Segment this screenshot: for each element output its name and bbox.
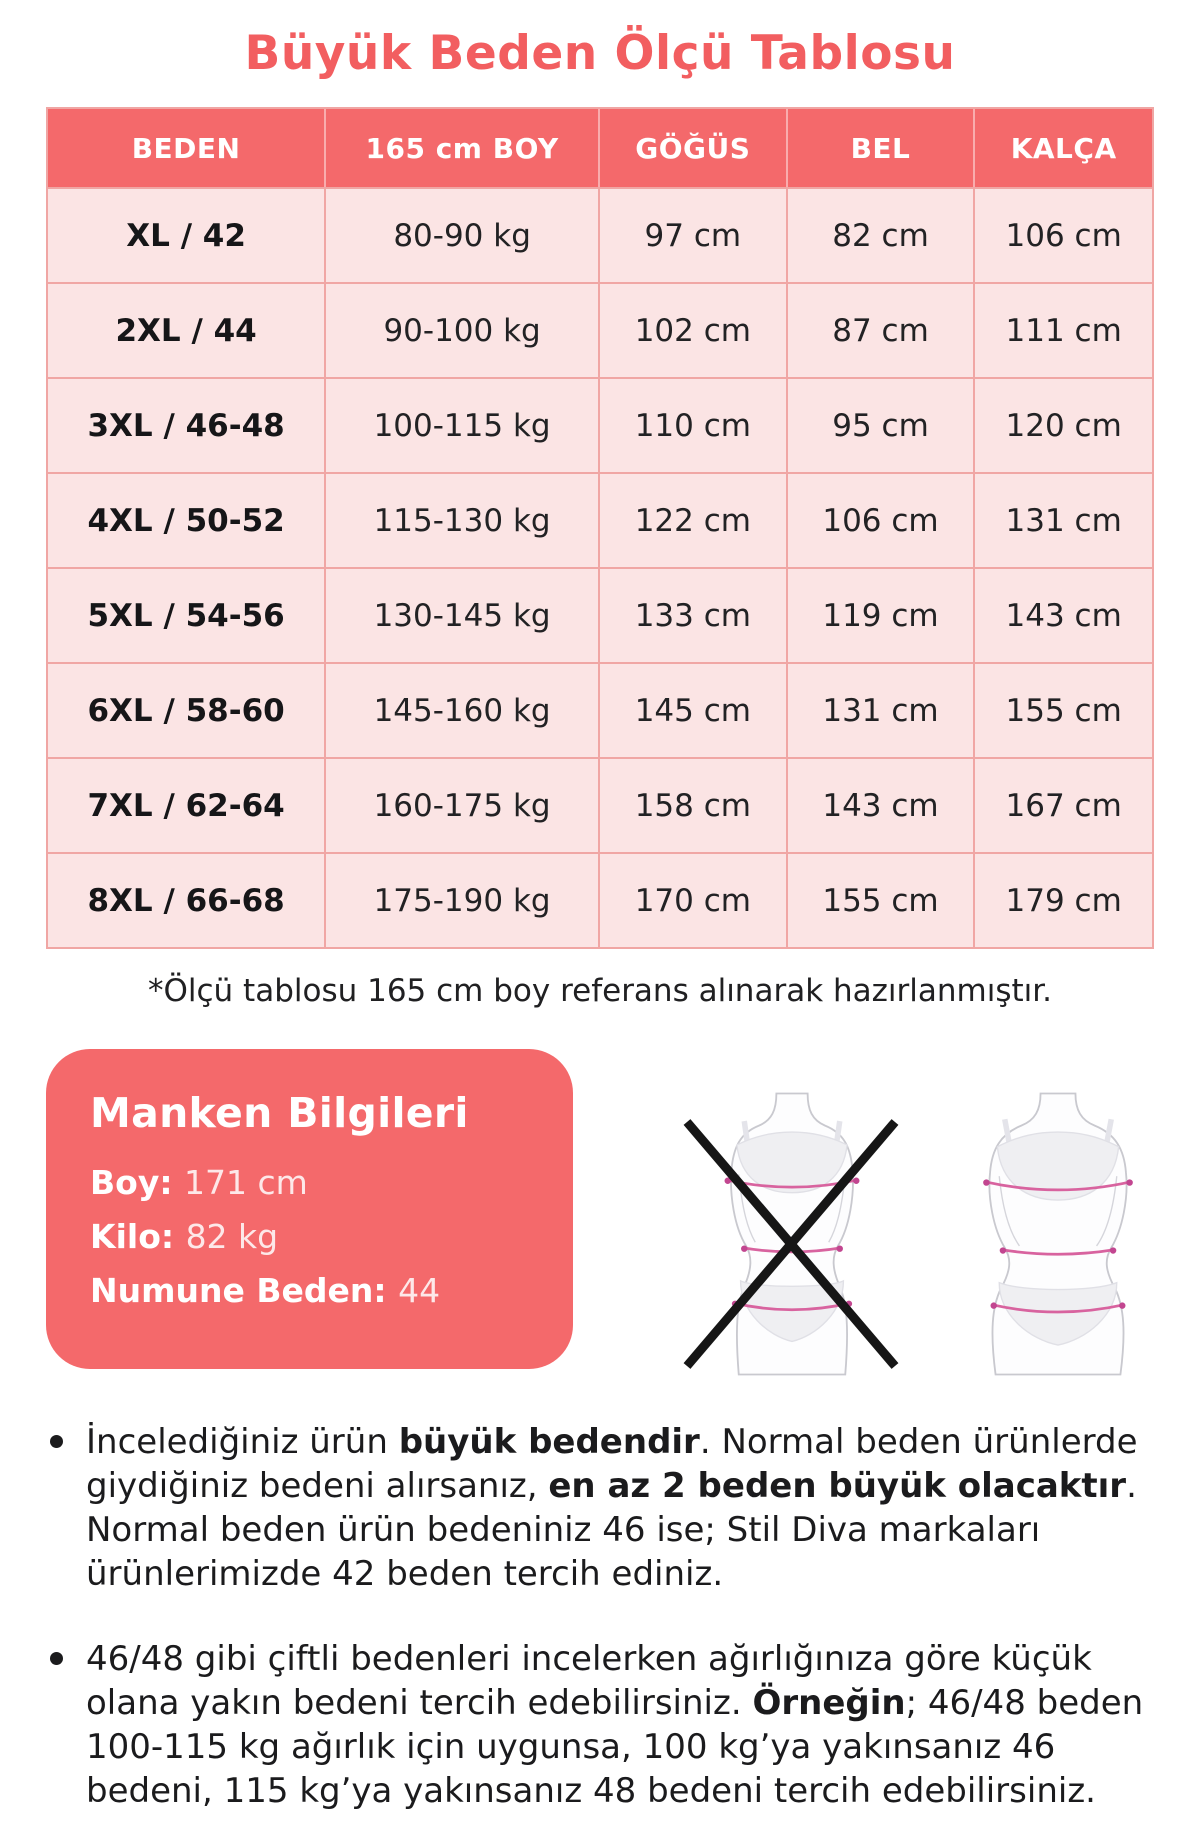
table-row xyxy=(48,567,1152,662)
waist-cell: 95 cm xyxy=(788,377,976,472)
bust-cell: 158 cm xyxy=(600,757,788,852)
bullet-item xyxy=(50,1638,1166,1813)
measure-dot xyxy=(991,1302,997,1308)
model-sample-size-label: Numune Beden xyxy=(90,1271,374,1310)
col-header-gogus: GÖĞÜS xyxy=(600,109,788,187)
page-title: Büyük Beden Ölçü Tablosu xyxy=(244,26,956,81)
table-row xyxy=(48,852,1152,947)
weight-cell: 160-175 kg xyxy=(326,757,600,852)
size-notes-list xyxy=(50,1421,1166,1814)
bullet-dot-icon xyxy=(50,1652,63,1665)
table-row xyxy=(48,472,1152,567)
bullet-text-segment-bold: en az 2 beden büyük olacaktır xyxy=(548,1465,1127,1506)
weight-cell: 115-130 kg xyxy=(326,472,600,567)
size-cell: 4XL / 50-52 xyxy=(48,472,326,567)
size-cell: 2XL / 44 xyxy=(48,282,326,377)
measure-dot xyxy=(1126,1179,1132,1185)
plus-body-figure xyxy=(957,1081,1159,1387)
bust-cell: 170 cm xyxy=(600,852,788,947)
weight-cell: 90-100 kg xyxy=(326,282,600,377)
bust-cell: 122 cm xyxy=(600,472,788,567)
model-weight-label: Kilo xyxy=(90,1217,161,1256)
waist-cell: 119 cm xyxy=(788,567,976,662)
x-cross-icon xyxy=(683,1119,899,1369)
plus-body-silhouette-icon xyxy=(957,1081,1159,1387)
measure-dot xyxy=(1110,1247,1116,1253)
bullet-text-segment-bold: büyük bedendir xyxy=(398,1422,700,1462)
table-row xyxy=(48,282,1152,377)
hip-cell: 131 cm xyxy=(975,472,1152,567)
hip-cell: 106 cm xyxy=(975,187,1152,282)
model-sample-size-value: 44 xyxy=(398,1271,441,1310)
measure-dot xyxy=(1000,1247,1006,1253)
weight-cell: 100-115 kg xyxy=(326,377,600,472)
table-row xyxy=(48,662,1152,757)
weight-cell: 130-145 kg xyxy=(326,567,600,662)
hip-cell: 179 cm xyxy=(975,852,1152,947)
slim-body-figure-crossed xyxy=(691,1081,893,1387)
bullet-dot-icon xyxy=(50,1435,63,1448)
table-row xyxy=(48,377,1152,472)
table-header-row xyxy=(48,109,1152,187)
hip-cell: 143 cm xyxy=(975,567,1152,662)
measure-dot xyxy=(983,1179,989,1185)
hip-cell: 120 cm xyxy=(975,377,1152,472)
waist-cell: 82 cm xyxy=(788,187,976,282)
bullet-text-segment: . Normal beden ürün bedeniniz 46 ise; Stil Diva markaları ürünlerimizde 42 beden tercih ediniz. xyxy=(86,1465,1137,1594)
size-cell: 5XL / 54-56 xyxy=(48,567,326,662)
body-figures xyxy=(691,1049,1200,1387)
size-table xyxy=(46,107,1154,949)
waist-cell: 87 cm xyxy=(788,282,976,377)
bullet-text-segment: 46/48 gibi çiftli bedenleri incelerken ağırlığınıza göre küçük olana yakın bedeni tercih edebilirsiniz. xyxy=(86,1639,1092,1724)
bust-cell: 102 cm xyxy=(600,282,788,377)
size-cell: XL / 42 xyxy=(48,187,326,282)
waist-cell: 131 cm xyxy=(788,662,976,757)
waist-cell: 155 cm xyxy=(788,852,976,947)
hip-cell: 111 cm xyxy=(975,282,1152,377)
model-info-card xyxy=(46,1049,573,1369)
model-weight-value: 82 kg xyxy=(185,1217,279,1256)
bust-cell: 133 cm xyxy=(600,567,788,662)
measure-dot xyxy=(1119,1302,1125,1308)
size-cell: 6XL / 58-60 xyxy=(48,662,326,757)
model-weight-line: Kilo: 82 kg xyxy=(90,1217,279,1256)
model-height-label: Boy xyxy=(90,1163,160,1202)
bullet-text-segment: İncelediğiniz ürün xyxy=(86,1422,399,1462)
bust-cell: 97 cm xyxy=(600,187,788,282)
model-info-section xyxy=(0,1049,1200,1387)
size-guide-page xyxy=(0,26,1200,1825)
bullet-text-segment: ; 46/48 beden 100-115 kg ağırlık için uygunsa, 100 kg’ya yakınsanız 46 bedeni, 115 kg’ya yakınsanız 48 bedeni tercih edebilirsiniz. xyxy=(86,1683,1144,1812)
col-header-bel: BEL xyxy=(788,109,976,187)
col-header-beden: BEDEN xyxy=(48,109,326,187)
model-height-line: Boy: 171 cm xyxy=(90,1163,308,1202)
weight-cell: 175-190 kg xyxy=(326,852,600,947)
col-header-kalca: KALÇA xyxy=(975,109,1152,187)
size-cell: 8XL / 66-68 xyxy=(48,852,326,947)
bust-cell: 110 cm xyxy=(600,377,788,472)
table-row xyxy=(48,757,1152,852)
hip-cell: 167 cm xyxy=(975,757,1152,852)
hip-cell: 155 cm xyxy=(975,662,1152,757)
model-sample-size-line: Numune Beden: 44 xyxy=(90,1271,441,1310)
size-cell: 3XL / 46-48 xyxy=(48,377,326,472)
bullet-text-segment-bold: Örneğin xyxy=(752,1683,906,1724)
bullet-item xyxy=(50,1421,1166,1596)
waist-cell: 143 cm xyxy=(788,757,976,852)
table-row xyxy=(48,187,1152,282)
bust-cell: 145 cm xyxy=(600,662,788,757)
size-cell: 7XL / 62-64 xyxy=(48,757,326,852)
col-header-boy: 165 cm BOY xyxy=(326,109,600,187)
weight-cell: 145-160 kg xyxy=(326,662,600,757)
model-height-value: 171 cm xyxy=(184,1163,308,1202)
weight-cell: 80-90 kg xyxy=(326,187,600,282)
bullet-text-segment: . Normal beden ürünlerde giydiğiniz bedeni alırsanız, xyxy=(86,1422,1138,1506)
model-info-title: Manken Bilgileri xyxy=(90,1089,469,1137)
table-note: *Ölçü tablosu 165 cm boy referans alınarak hazırlanmıştır. xyxy=(147,973,1053,1009)
waist-cell: 106 cm xyxy=(788,472,976,567)
